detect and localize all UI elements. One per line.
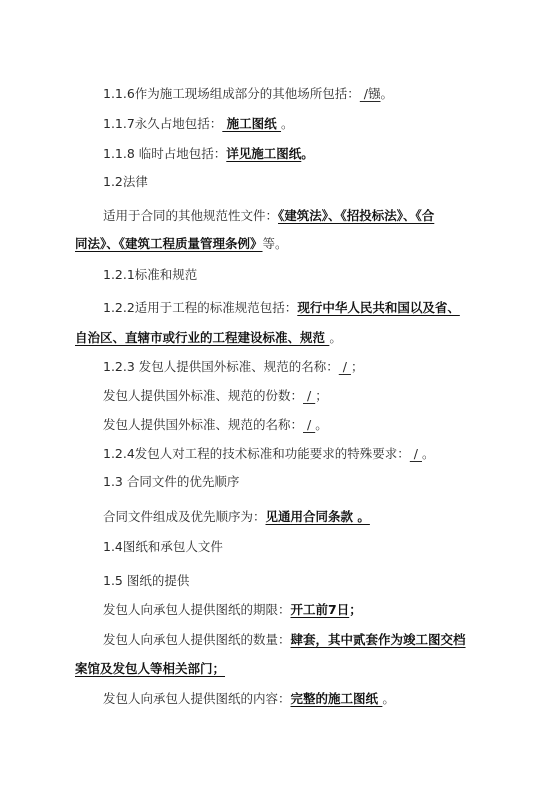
- fill-value: 案馆及发包人等相关部门；: [75, 661, 226, 676]
- clause-label: 发包人提供国外标准、规范的名称：: [103, 417, 304, 432]
- section-heading: 1.3 合同文件的优先顺序: [103, 474, 240, 489]
- heading-1-5: [0, 573, 560, 589]
- fill-value: 《建筑法》、《招投标法》、《合: [278, 208, 435, 223]
- clause-1-2-4: [0, 446, 560, 462]
- clause-tail: ；: [315, 388, 328, 403]
- clause-drawing-deadline: [0, 602, 560, 618]
- clause-tail: 。: [329, 330, 342, 345]
- fill-value: 自治区、直辖市或行业的工程建设标准、规范: [75, 330, 330, 345]
- clause-tail: 。: [421, 446, 435, 461]
- fill-value: 同法》、《建筑工程质量管理条例》: [75, 236, 263, 251]
- heading-1-2: [0, 174, 560, 190]
- clause-drawing-content: [0, 691, 560, 707]
- section-heading: 1.4图纸和承包人文件: [103, 539, 223, 554]
- heading-1-4: [0, 539, 560, 555]
- heading-1-2-1: [0, 267, 560, 283]
- clause-tail: 。: [315, 417, 328, 432]
- heading-1-3: [0, 474, 560, 490]
- fill-value: 开工前7日: [290, 602, 350, 617]
- fill-value: 完整的施工图纸: [290, 691, 383, 706]
- fill-value: /镪: [359, 86, 381, 101]
- clause-drawing-quantity-b: [0, 661, 560, 677]
- fill-value: 肆套，其中贰套作为竣工图交档: [290, 632, 466, 647]
- clause-label: 合同文件组成及优先顺序为：: [103, 509, 266, 524]
- fill-value: /: [303, 388, 316, 403]
- clause-1-2-2-b: [0, 330, 560, 346]
- fill-value: 现行中华人民共和国以及省、: [297, 300, 460, 315]
- clause-1-1-7: [0, 116, 560, 132]
- clause-1-3: [0, 509, 560, 525]
- clause-label: 适用于合同的其他规范性文件：: [103, 208, 279, 223]
- clause-standards-count: [0, 388, 560, 404]
- section-heading: 1.5 图纸的提供: [103, 573, 190, 588]
- clause-tail: ；: [350, 359, 364, 374]
- clause-label: 发包人向承包人提供图纸的数量：: [103, 632, 291, 647]
- clause-tail: 。: [382, 691, 395, 706]
- fill-value: /: [303, 417, 316, 432]
- clause-1-2-3: [0, 359, 560, 375]
- clause-tail: ；: [349, 602, 362, 617]
- clause-label: 1.2.2适用于工程的标准规范包括：: [103, 300, 298, 315]
- clause-label: 1.1.6作为施工现场组成部分的其他场所包括：: [103, 86, 360, 101]
- fill-value: 详见施工图纸: [226, 146, 302, 161]
- clause-standards-name: [0, 417, 560, 433]
- clause-1-1-6: [0, 86, 560, 102]
- clause-label: 发包人向承包人提供图纸的期限：: [103, 602, 291, 617]
- clause-drawing-quantity-a: [0, 632, 560, 648]
- fill-value: /: [409, 446, 422, 461]
- clause-tail: 等。: [262, 236, 288, 251]
- clause-1-2-a: [0, 208, 560, 224]
- fill-value: /: [338, 359, 351, 374]
- clause-1-2-2-a: [0, 300, 560, 316]
- clause-1-1-8: [0, 146, 560, 162]
- fill-value: 见通用合同条款 。: [265, 509, 370, 524]
- clause-label: 1.1.8 临时占地包括：: [103, 146, 227, 161]
- clause-label: 1.2.4发包人对工程的技术标准和功能要求的特殊要求：: [103, 446, 410, 461]
- clause-label: 1.1.7永久占地包括：: [103, 116, 223, 131]
- section-heading: 1.2法律: [103, 174, 148, 189]
- section-heading: 1.2.1标准和规范: [103, 267, 198, 282]
- clause-label: 发包人提供国外标准、规范的份数：: [103, 388, 304, 403]
- clause-label: 1.2.3 发包人提供国外标准、规范的名称：: [103, 359, 339, 374]
- fill-value: 施工图纸: [222, 116, 282, 131]
- clause-tail: 。: [301, 146, 314, 161]
- clause-label: 发包人向承包人提供图纸的内容：: [103, 691, 291, 706]
- clause-1-2-b: [0, 236, 560, 252]
- clause-tail: 。: [380, 86, 394, 101]
- clause-tail: 。: [281, 116, 294, 131]
